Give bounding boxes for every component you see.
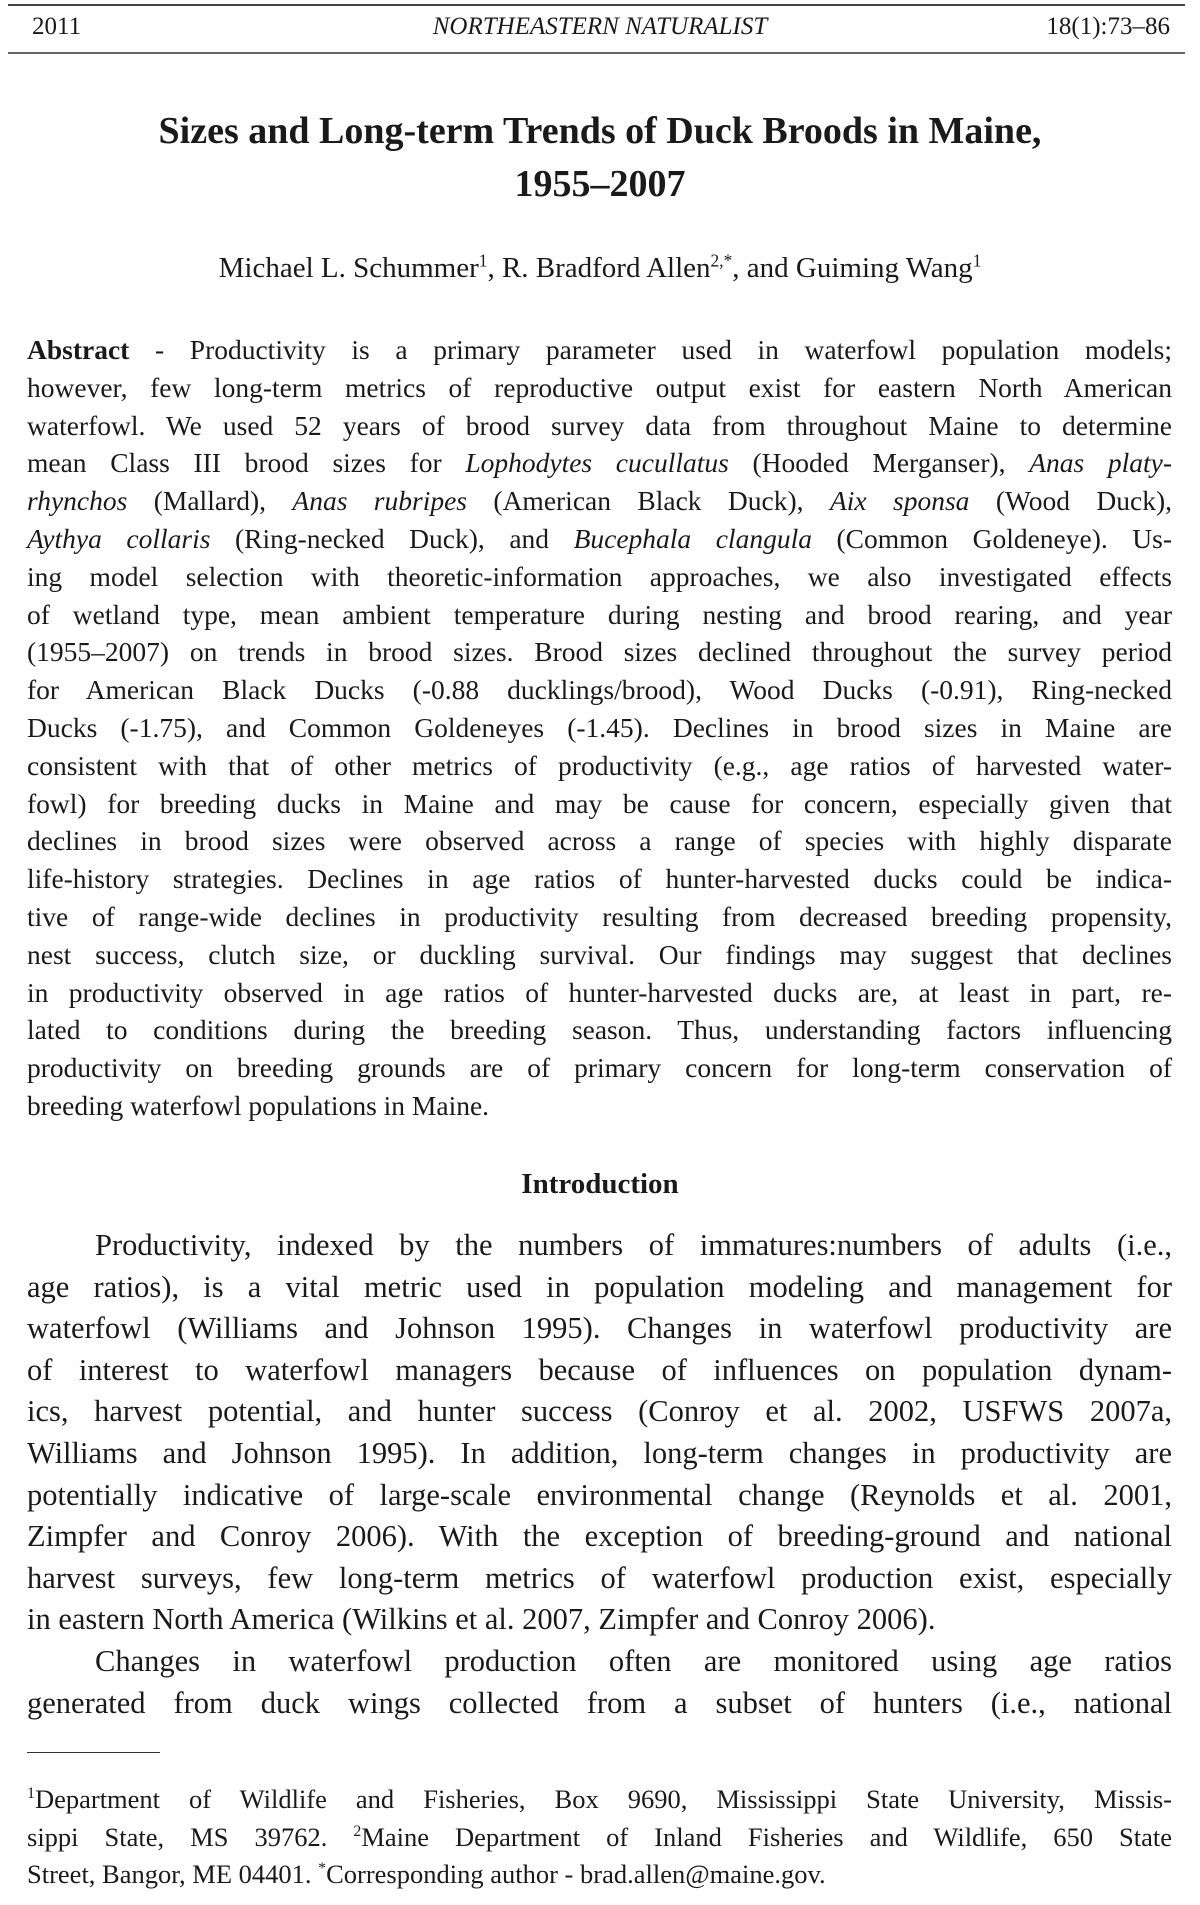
species-name: rhynchos [27,485,128,517]
intro-line: Zimpfer and Conroy 2006). With the exception of breeding-ground and national [27,1519,1172,1554]
author-affiliation-mark: 1 [972,250,982,271]
abstract-text: mean Class III brood sizes for [27,447,466,479]
abstract-text: - Productivity is a primary parameter used in waterfowl population models; [129,334,1172,365]
abstract-text: lated to conditions during the breeding season. Thus, understanding factors influencing [27,1014,1172,1046]
abstract-text: (Wood Duck), [969,485,1172,517]
abstract-text: (Ring-necked Duck), and [210,522,574,554]
abstract-text: fowl) for breeding ducks in Maine and may be cause for concern, especially given that [27,787,1172,819]
introduction-body [27,1225,1172,1724]
abstract-text: declines in brood sizes were observed across a range of species with highly disparate [27,825,1172,857]
intro-line: harvest surveys, few long-term metrics of waterfowl production exist, especially [27,1560,1172,1595]
abstract-text: for American Black Ducks (-0.88 ducklings/brood), Wood Ducks (-0.91), Ring-necked [27,674,1172,706]
species-name: Bucephala clangula [573,522,812,554]
abstract-line [27,1087,1172,1125]
title-line-2: 1955–2007 [514,163,686,205]
author-affiliation-mark: 1 [478,250,488,271]
abstract-text: nest success, clutch size, or duckling survival. Our findings may suggest that declines [27,938,1172,970]
header-volume-pages: 18(1):73–86 [1046,13,1170,40]
species-name: Aythya collaris [27,522,211,554]
footnote-text: Street, Bangor, ME 04401. [27,1859,319,1889]
abstract-line [27,1011,1172,1049]
abstract-line [27,860,1172,898]
abstract-line [27,558,1172,596]
author [219,252,502,284]
footnote-line [27,1819,1172,1857]
footnote-mark: * [318,1860,327,1878]
abstract-text: (American Black Duck), [467,485,830,517]
abstract-text: in productivity observed in age ratios of hunter-harvested ducks are, at least in part, re- [27,976,1172,1008]
abstract-line [27,407,1172,445]
intro-line: potentially indicative of large-scale environmental change (Reynolds et al. 2001, [27,1477,1172,1512]
author-list [0,250,1200,286]
abstract-line [27,974,1172,1012]
abstract-text: of wetland type, mean ambient temperature during nesting and brood rearing, and year [27,598,1172,630]
abstract-text: life-history strategies. Declines in age ratios of hunter-harvested ducks could be indica- [27,863,1172,895]
author-name: Guiming Wang [795,252,973,284]
abstract-line [27,785,1172,823]
intro-line: Productivity, indexed by the numbers of immatures:numbers of adults (i.e., [95,1228,1172,1262]
abstract-line [27,369,1172,407]
intro-line: ics, harvest potential, and hunter success (Conroy et al. 2002, USFWS 2007a, [27,1394,1172,1429]
author-name: R. Bradford Allen [501,252,711,284]
abstract-line [27,520,1172,558]
intro-line: age ratios), is a vital metric used in population modeling and management for [27,1269,1172,1304]
abstract [27,331,1172,1125]
author-separator: , [487,252,502,284]
footnote-text: Corresponding author - brad.allen@maine.gov. [326,1859,826,1889]
abstract-text: tive of range-wide declines in productivity resulting from decreased breeding propensity, [27,900,1172,932]
header-journal-name: NORTHEASTERN NATURALIST [432,13,768,40]
intro-line: in eastern North America (Wilkins et al. 2007, Zimpfer and Conroy 2006). [27,1602,936,1637]
author [796,252,981,284]
abstract-line [27,331,1172,369]
footnote-mark: 1 [27,1785,35,1803]
abstract-text: Ducks (-1.75), and Common Goldeneyes (-1.45). Declines in brood sizes in Maine are [27,711,1172,743]
species-name: Aix sponsa [829,485,970,517]
header-top-rule [8,4,1185,6]
abstract-text: breeding waterfowl populations in Maine. [27,1089,490,1121]
abstract-line [27,671,1172,709]
title-line-1: Sizes and Long-term Trends of Duck Broods in Maine, [158,110,1042,152]
intro-line: waterfowl (Williams and Johnson 1995). Changes in waterfowl productivity are [27,1311,1172,1346]
footnote-line [27,1856,1172,1894]
footnote-rule [27,1752,160,1753]
author-affiliation-mark: 2,* [710,250,733,271]
author [502,252,796,284]
species-name: Anas rubripes [292,485,467,517]
footnote-text: Department of Wildlife and Fisheries, Box 9690, Mississippi State University, Missis- [34,1784,1172,1814]
species-name: Lophodytes cucullatus [465,447,729,479]
abstract-label: Abstract [27,334,130,365]
intro-line: Changes in waterfowl production often are monitored using age ratios [95,1643,1172,1678]
abstract-line [27,709,1172,747]
footnote-line [27,1781,1172,1819]
intro-line: Williams and Johnson 1995). In addition, long-term changes in productivity are [27,1435,1172,1470]
abstract-line [27,936,1172,974]
header-bottom-rule [8,52,1185,54]
footnotes [27,1781,1172,1894]
author-name: Michael L. Schummer [218,252,479,284]
abstract-text: consistent with that of other metrics of productivity (e.g., age ratios of harvested water- [27,749,1172,781]
abstract-text: (Common Goldeneye). Us- [811,522,1172,554]
abstract-text: productivity on breeding grounds are of primary concern for long-term conservation of [27,1052,1172,1084]
footnote-text: Maine Department of Inland Fisheries and Wildlife, 650 State [361,1821,1172,1852]
abstract-line [27,444,1172,482]
species-name: Anas platy- [1029,447,1172,479]
abstract-line [27,1049,1172,1087]
abstract-line [27,633,1172,671]
footnote-text: sippi State, MS 39762. [27,1821,354,1852]
abstract-line [27,747,1172,785]
abstract-line [27,822,1172,860]
section-heading-introduction: Introduction [521,1168,679,1200]
intro-line: generated from duck wings collected from a subset of hunters (i.e., national [27,1685,1172,1720]
abstract-line [27,482,1172,520]
abstract-line [27,898,1172,936]
abstract-text: (Hooded Merganser), [728,447,1030,479]
abstract-text: ing model selection with theoretic-information approaches, we also investigated effects [27,560,1172,592]
abstract-text: (1955–2007) on trends in brood sizes. Brood sizes declined throughout the survey period [27,636,1172,668]
abstract-text: (Mallard), [127,485,293,517]
footnote-mark: 2 [353,1822,362,1840]
abstract-text: waterfowl. We used 52 years of brood survey data from throughout Maine to determine [27,409,1172,441]
header-year: 2011 [32,13,82,40]
intro-line: of interest to waterfowl managers because of influences on population dynam- [27,1352,1172,1387]
author-separator: , and [732,252,796,284]
abstract-line [27,596,1172,634]
abstract-text: however, few long-term metrics of reproductive output exist for eastern North American [27,371,1172,403]
